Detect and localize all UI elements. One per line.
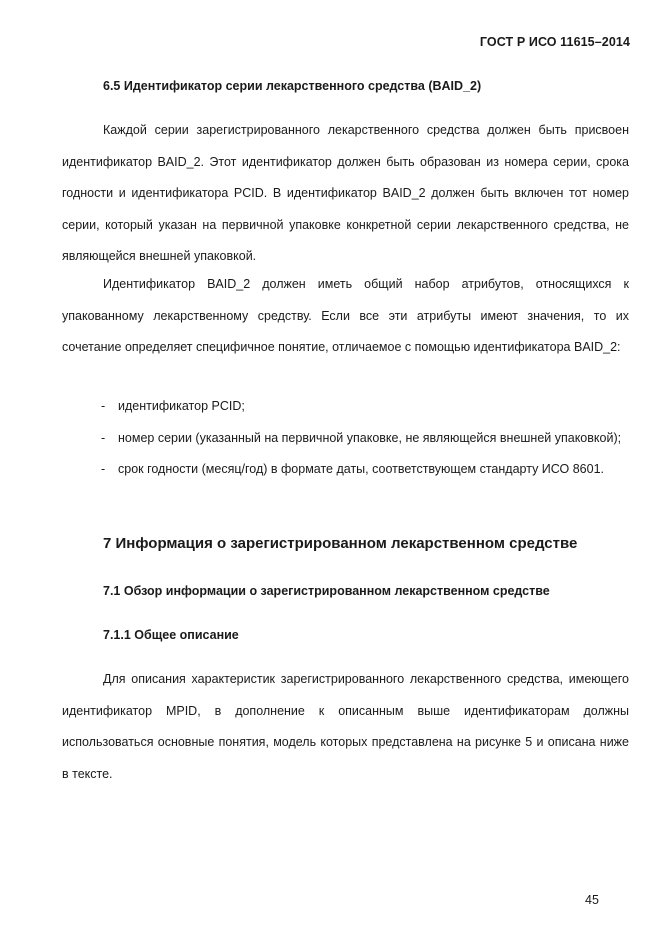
list-item-text: срок годности (месяц/год) в формате даты, соответствующем стандарту ИСО 8601. [118,462,605,476]
list-item-text: идентификатор PCID; [118,399,245,413]
section-6-5-paragraph-1: Каждой серии зарегистрированного лекарственного средства должен быть присвоен идентификатор BAID_2. Этот идентификатор должен быть образован из номера серии, срока годности и идентификатора PCID. В идентификатор BAID_2 должен быть включен тот номер серии, который указан на первичной упаковке конкретной серии лекарственного средства, не являющейся внешней упаковкой. [62,123,629,263]
baid-attributes-list [62,391,629,486]
list-item-text: номер серии (указанный на первичной упаковке, не являющейся внешней упаковкой); [118,430,622,445]
list-dash: - [101,399,106,413]
section-7-1-1-heading: 7.1.1 Общее описание [103,628,239,642]
section-6-5-paragraph-2: Идентификатор BAID_2 должен иметь общий набор атрибутов, относящихся к упакованному лекарственному средству. Если все эти атрибуты имеют значения, то их сочетание определяет специфичное понятие, отличаемое с помощью идентификатора BAID_2: [62,277,629,354]
list-item [62,391,629,423]
section-7-1-heading: 7.1 Обзор информации о зарегистрированном лекарственном средстве [103,584,550,598]
section-7-heading: 7 Информация о зарегистрированном лекарственном средстве [103,535,578,552]
section-6-5-heading: 6.5 Идентификатор серии лекарственного средства (BAID_2) [103,79,482,93]
section-7-1-1-paragraph: Для описания характеристик зарегистрированного лекарственного средства, имеющего идентификатор MPID, в дополнение к описанным выше идентификаторам должны использоваться основные понятия, модель которых представлена на рисунке 5 и описана ниже в тексте. [62,672,629,781]
list-item [62,423,629,455]
list-dash: - [101,462,106,476]
list-item [62,454,629,486]
standard-header: ГОСТ Р ИСО 11615–2014 [479,35,630,49]
list-dash: - [101,430,106,445]
page-number: 45 [585,893,599,907]
